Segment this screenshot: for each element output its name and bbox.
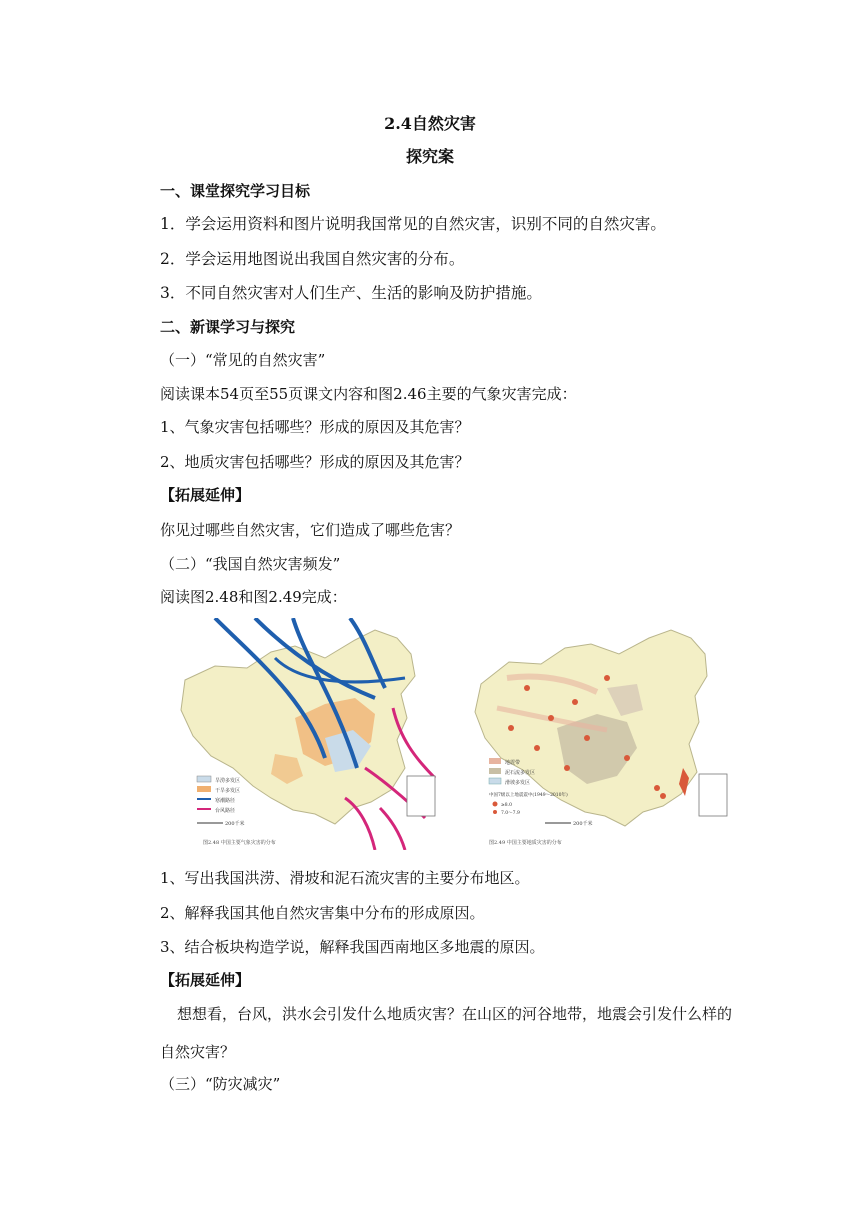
legend-mag-7: 7.0～7.9 <box>501 811 520 816</box>
maps-figure <box>175 618 735 850</box>
legend-coldwave: 寒潮路径 <box>215 798 236 804</box>
goal-item-1: 1．学会运用资料和图片说明我国常见的自然灾害，识别不同的自然灾害。 <box>160 215 666 233</box>
legend-quake-note: 中国7级以上地震震中(1949～2010年) <box>489 793 568 798</box>
part2-intro: 阅读图2.48和图2.49完成： <box>160 588 347 606</box>
legend-flood: 旱涝多发区 <box>215 778 241 784</box>
part2-title: （二）“我国自然灾害频发” <box>160 555 341 573</box>
part3-title: （三）“防灾减灾” <box>160 1075 281 1093</box>
section-heading-study: 二、新课学习与探究 <box>160 318 296 336</box>
legend-landslide: 滑坡多发区 <box>505 780 531 786</box>
scale-left: 200千米 <box>225 821 245 827</box>
legend-mag-8: ≥8.0 <box>501 803 512 808</box>
legend-debris-flow: 泥石流多发区 <box>505 770 536 776</box>
legend-drought: 干旱多发区 <box>215 788 241 794</box>
meteorological-hazard-map <box>175 618 440 850</box>
part1-extend-label: 【拓展延伸】 <box>160 486 251 504</box>
part2-extend-text: 想想看，台风，洪水会引发什么地质灾害？在山区的河谷地带，地震会引发什么样的自然灾害？ <box>160 1005 733 1061</box>
part1-question-2: 2、地质灾害包括哪些？形成的原因及其危害？ <box>160 453 470 471</box>
part2-extend-label: 【拓展延伸】 <box>160 971 251 989</box>
caption-left: 图2.48 中国主要气象灾害的分布 <box>203 840 276 846</box>
page-subtitle: 探究案 <box>405 147 454 166</box>
part1-title: （一）“常见的自然灾害” <box>160 351 326 369</box>
part2-question-1: 1、写出我国洪涝、滑坡和泥石流灾害的主要分布地区。 <box>160 869 530 887</box>
part2-question-2: 2、解释我国其他自然灾害集中分布的形成原因。 <box>160 904 485 922</box>
section-heading-goals: 一、课堂探究学习目标 <box>160 182 311 200</box>
part1-question-1: 1、气象灾害包括哪些？形成的原因及其危害？ <box>160 418 470 436</box>
part1-intro: 阅读课本54页至55页课文内容和图2.46主要的气象灾害完成： <box>160 385 577 403</box>
part2-question-3: 3、结合板块构造学说，解释我国西南地区多地震的原因。 <box>160 938 545 956</box>
goal-item-3: 3．不同自然灾害对人们生产、生活的影响及防护措施。 <box>160 284 542 302</box>
part1-extend-text: 你见过哪些自然灾害，它们造成了哪些危害？ <box>160 521 461 539</box>
goal-item-2: 2．学会运用地图说出我国自然灾害的分布。 <box>160 250 465 268</box>
scale-right: 200千米 <box>573 821 593 827</box>
geological-hazard-map <box>467 618 735 850</box>
legend-typhoon: 台风路径 <box>215 808 236 814</box>
legend-quake-belt: 地震带 <box>505 760 521 766</box>
page-title: 2.4自然灾害 <box>384 114 476 133</box>
caption-right: 图2.49 中国主要地质灾害的分布 <box>489 840 562 846</box>
